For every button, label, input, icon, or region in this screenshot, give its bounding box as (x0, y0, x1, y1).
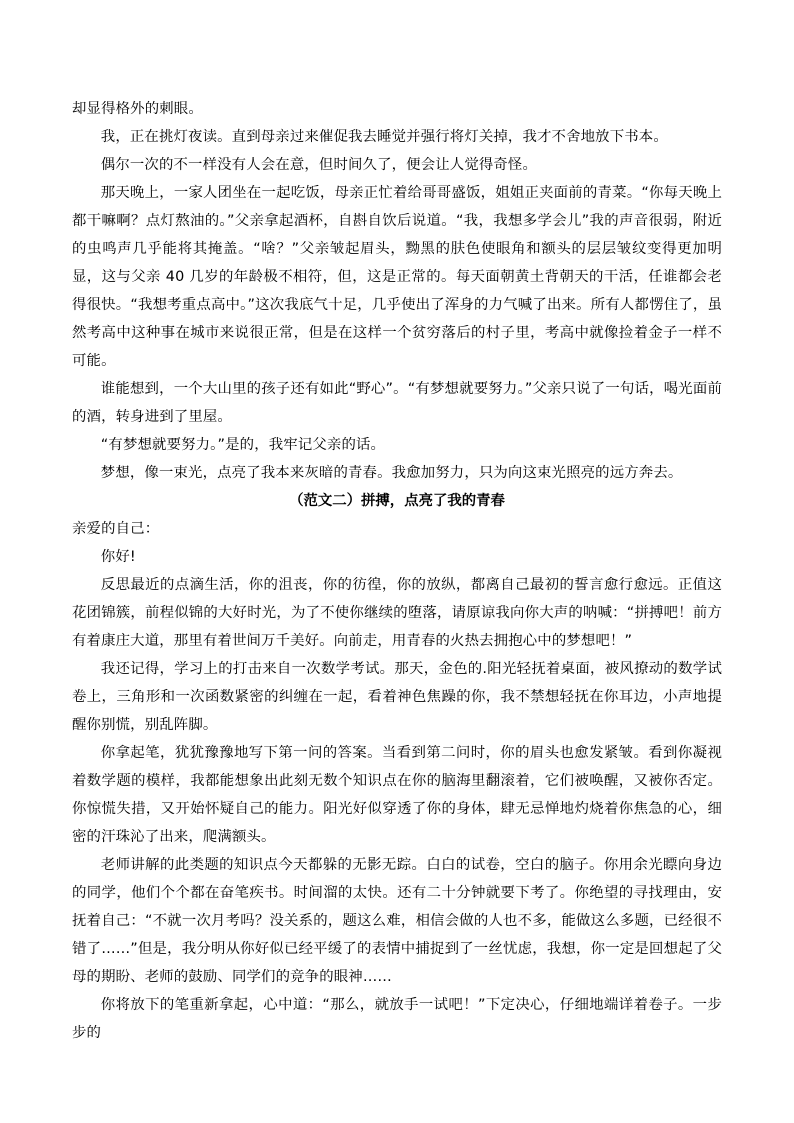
paragraph: 我还记得，学习上的打击来自一次数学考试。那天，金色的.阳光轻抚着桌面，被风撩动的数学试卷上，三角形和一次函数紧密的纠缠在一起，看着神色焦躁的你，我不禁想轻抚在你耳边，小声地提醒你别慌，别乱阵脚。 (72, 661, 722, 733)
paragraph: 亲爱的自己： (72, 521, 160, 537)
paragraph: 你拿起笔，犹犹豫豫地写下第一问的答案。当看到第二问时，你的眉头也愈发紧皱。看到你凝视着数学题的模样，我都能想象出此刻无数个知识点在你的脑海里翻滚着，它们被唤醒，又被你否定。你惊慌失措，又开始怀疑自己的能力。阳光好似穿透了你的身体，肆无忌惮地灼烧着你焦急的心，细密的汗珠沁了出来，爬满额头。 (72, 745, 722, 845)
paragraph: 却显得格外的刺眼。 (72, 101, 203, 117)
paragraph: 反思最近的点滴生活，你的沮丧，你的彷徨，你的放纵，都离自己最初的誓言愈行愈远。正值这花团锦簇，前程似锦的大好时光，为了不使你继续的堕落，请原谅我向你大声的呐喊：“拼搏吧！前方有着康庄大道，那里有着世间万千美好。向前走，用青春的火热去拥抱心中的梦想吧！” (72, 577, 722, 649)
paragraph: 偶尔一次的不一样没有人会在意，但时间久了，便会让人觉得奇怪。 (100, 157, 538, 173)
paragraph: 你将放下的笔重新拿起，心中道：“那么，就放手一试吧！”下定决心，仔细地端详着卷子。一步步的 (72, 997, 722, 1041)
paragraph: 你好! (100, 549, 136, 565)
document-page (72, 95, 722, 1047)
paragraph: 谁能想到，一个大山里的孩子还有如此“野心”。“有梦想就要努力。”父亲只说了一句话，喝光面前的酒，转身进到了里屋。 (72, 381, 722, 425)
paragraph: 梦想，像一束光，点亮了我本来灰暗的青春。我愈加努力，只为向这束光照亮的远方奔去。 (100, 465, 683, 481)
essay-one-body (72, 95, 722, 487)
paragraph: “有梦想就要努力。”是的，我牢记父亲的话。 (100, 437, 386, 453)
paragraph: 那天晚上，一家人团坐在一起吃饭，母亲正忙着给哥哥盛饭，姐姐正夹面前的青菜。“你每天晚上都干嘛啊？点灯熬油的。”父亲拿起酒杯，自斟自饮后说道。“我，我想多学会儿”我的声音很弱，附近的虫鸣声几乎能将其掩盖。“啥？”父亲皱起眉头，黝黑的肤色使眼角和额头的层层皱纹变得更加明显，这与父亲 40 几岁的年龄极不相符，但，这是正常的。每天面朝黄土背朝天的干活，任谁都会老得很快。“我想考重点高中。”这次我底气十足，几乎使出了浑身的力气喊了出来。所有人都愣住了，虽然考高中这种事在城市来说很正常，但是在这样一个贫穷落后的村子里，考高中就像捡着金子一样不可能。 (72, 185, 722, 369)
paragraph: 我，正在挑灯夜读。直到母亲过来催促我去睡觉并强行将灯关掉，我才不舍地放下书本。 (100, 129, 668, 145)
paragraph: 老师讲解的此类题的知识点今天都躲的无影无踪。白白的试卷，空白的脑子。你用余光瞟向身边的同学，他们个个都在奋笔疾书。时间溜的太快。还有二十分钟就要下考了。你绝望的寻找理由，安抚着自己：“不就一次月考吗？没关系的，题这么难，相信会做的人也不多，能做这么多题，已经很不错了……”但是，我分明从你好似已经平缓了的表情中捕捉到了一丝忧虑，我想，你一定是回想起了父母的期盼、老师的鼓励、同学们的竞争的眼神…… (72, 857, 722, 985)
section-title: （范文二）拼搏，点亮了我的青春 (289, 493, 505, 509)
essay-two-body (72, 515, 722, 1047)
